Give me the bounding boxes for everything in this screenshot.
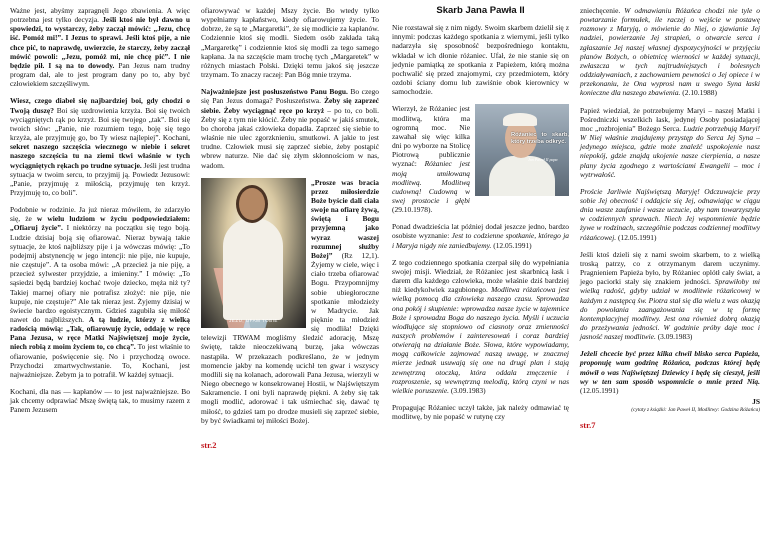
column-1: [10, 6, 190, 423]
text-run: Różaniec jest moją umiłowaną modlitwą. Modlitwą cudowną! Cudowną w swej prostocie i głębi: [392, 159, 470, 205]
text-run: W odmawianiu Różańca chodzi nie tyle o powtarzanie formułek, ile raczej o wejście w postawę rozmowy z Maryją, o mówienie do Niej, o zjawianie Jej nadziei, powierzanie Jej strapień, o otwarcie serca i zgłaszanie Jej naszej własnej dyspozycyjności w przyjęciu planów Bożych, o obietnicę wierności w każdej sytuacji, zwłaszcza w tych najtrudniejszych i bolesnych oddziaływaniach, z zachowaniem pewności o Jej opiece i w przekonaniu, że Ona wyprosi nam u swego Syna łaski konieczne dla naszego zbawienia.: [580, 6, 761, 98]
page-number-left: str.2: [201, 439, 217, 450]
paragraph: [392, 222, 569, 249]
text-run: (Rz 12,1). Żyjemy w ciele, więc i ciało trzeba ofiarować Bogu. Przypomnijmy sobie ubiegłoroczne spotkanie młodzieży w Madrycie. Jak pięknie ta młodzież się modliła! Dzięki telewizji TRWAM mogliśmy śledzić adorację, Mszę świętę, także nieoczekiwaną burzę, jaka wówczas nastąpiła. W przekazach podkreślano, że w jednym momencie jakby na komendę ucichł ten gwar i wszyscy modlili się na kolanach, adorowali Pana Jezusa, wierzyli w Niego obecnego w konsekrowanej Hostii, w Najświętszym Sakramencie. I oni byli naprawdę piękni. A żeby się tak mogli modlić, adorować i tak uśmiechać się, dawać tę miłość, to gdzieś tam po drodze musieli się zaprzeć siebie, by być świadkami tej miłości Bożej.: [201, 250, 379, 425]
paragraph: [580, 349, 760, 395]
page-number-right: str.7: [580, 420, 596, 431]
text-run: Bo czego się Pan Jezus domaga? Posłuszeństwa.: [201, 87, 379, 106]
text-run: Jeśli jest trudna sytuacja w twoim sercu, to przyjmij ją. Powiedz Jezusowi: „Panie, przyjmuję z miłością, przyjmuję ten krzyż. Przyjmuję to, co boli”.: [10, 160, 190, 197]
text-run: (12.05.1991): [491, 240, 532, 250]
text-run: Ważne jest, abyśmy zapragnęli Jego zbawienia. A więc potrzebna jest tylko decyzja.: [10, 6, 190, 25]
text-run: Żeby się zaprzeć siebie. Żeby wyciągnąć ręce po krzyż: [201, 96, 379, 115]
paragraph: [201, 6, 379, 79]
head: [239, 188, 265, 220]
zucchetto: [503, 113, 537, 126]
column-3-wrap: [392, 104, 569, 421]
text-run: Modlitwa różańcowa jest wielką pomocą dla człowieka naszego czasu. Sprowadza ona pokój i skupienie: wprowadza nasze życie w tajemnice Boże i sprowadza Boga do naszego życia. Myśli i uczucia wiodłujące się stopniowo od ciasnoty oraz zmienności naszych problemów i zainteresowań i coraz bardziej otwierają na działanie Boże. Słowa, które wypowiadamy, mogą całkowicie zajmować naszą uwagę, w znacznej mierze jednak usuwają się one na drugi plan i stają zewnętrzną otoczką, która oddala zmęczenie i rozproszenie, są wewnętrzną melodią, którą czyni w nas wielkie poruszenie.: [392, 285, 570, 395]
photo-caption: Różaniec to skarb, który trzeba odkryć.: [511, 132, 569, 145]
text-run: (3.09.1983): [655, 332, 693, 342]
text-run: A tą ludzie, którzy z wielką radością mówią: „Tak, ofiarowuję życie, oddaję w ręce Pana Jezusa, w ręce Matki Najświętszej moje życie, niech robią z moim życiem to, co chcą”.: [10, 315, 190, 352]
text-run: To jest właśnie to ofiarowanie, poświęcenie się. No i przychodzą owoce. Przychodzi zmartwychwstanie. To, Kochani, jest najważniejsze. Żebym ja to potrafił. W każdej sytuacji.: [10, 342, 190, 379]
text-run: (2.10.1988): [680, 88, 717, 98]
text-run: Propagując Różaniec uczył także, jak należy odmawiać tę modlitwę, by nie popaść w rutynę czy: [392, 403, 569, 422]
text-run: Podobnie w rodzinie. Ja już nieraz mówiłem, że zdarzyło się, że: [10, 205, 190, 224]
john-paul-ii-photo: [475, 104, 569, 196]
text-run: Papież wiedział, że potrzebujemy Maryi – naszej Matki i Pośredniczki wszelkich łask, jedynej Osoby posiadającej moc „rozbrojenia” Bożego Serca.: [580, 105, 760, 133]
text-run: Z tego codziennego spotkania czerpał siłę do wypełniania swojej misji. Wiedział, że Różaniec jest skarbnicą łask i darem dla każdego człowieka, może właśnie dziś bardziej niż kiedykolwiek zagubionego.: [392, 257, 569, 295]
photo-signature: Jan Paweł II papa: [528, 157, 558, 163]
text-run: Jeśli ktoś nie był dawno u spowiedzi, to wystarczy, żeby zaczął mówić: „Jezu, chcę iść. Pomóż mi!”. I Jezus to sprawi. Jeśli ktoś pije, a nie chce pić, to naprawdę, uwierzcie, że starczy, żeby zaczął mówić powoli: „Jezu, pomóż mi, nie chcę pić”. I nie będzie pił. I są na to dowody.: [10, 15, 190, 70]
text-run: Kochani, dla nas — kapłanów — to jest najważniejsze. Bo jak chcemy odprawiać Mszę świętą tak, to musimy razem z Panem Jezusem: [10, 387, 190, 415]
text-run: Pan Jezus nam trudny program dał, ale to jest program dany po to, aby być człowiekiem szczęśliwym.: [10, 60, 190, 89]
column-3-top: [392, 23, 569, 96]
text-run: Boi się uzdrowienia krzyża. Boi się twoich wyciągniętych rąk po krzyż. Boi się twojego „tak”. Boi się twoich słów: „Panie, nie rozumiem tego, boję się tego krzyża, ale przyjmuję go, bo Ty wiesz najlepiej”. Kochani,: [10, 105, 190, 143]
column-4-text: [580, 6, 760, 395]
text-run: Wiesz, czego diabeł się najbardziej boi, gdy chodzi o Twoją duszę?: [10, 96, 190, 115]
paragraph: [10, 387, 190, 414]
text-run: zniechęcenie.: [580, 6, 625, 15]
text-run: Proście Jarliwie Najświętszą Maryję! Odczuwajcie przy sobie Jej obecność i oddajcie się Jej, odnawiając w ciągu dnia wasze zaufanie i wasze uczucie, aby nam towarzyszyła w codziennych sprawach. Niech Jej wspomnienie będzie żywe w rodzinach, szczególnie podczas codziennej modlitwy różańcowej.: [580, 186, 760, 242]
column-4: [580, 6, 760, 430]
text-run: (12.05.1991): [580, 385, 619, 395]
paragraph: [580, 6, 760, 98]
text-run: Najważniejsze jest posłuszeństwo Panu Bogu.: [201, 87, 348, 97]
paragraph: [392, 23, 569, 96]
text-run: Jeżeli chcecie być przez kilka chwil blisko serca Papieża, proponuję wam godzinę Różańca, podczas której będę mówił o was Najświętszej Dziewicy i będę się cieszył, jeśli wy w ten sam sposób wspomnicie o mnie przed Nią.: [580, 349, 760, 386]
text-run: Jeśli ktoś dzieli się z nami swoim skarbem, to z wielką troską patrzy, co z otrzymanym darem uczynimy. Pragnieniem Papieża było, by Różaniec oplótł cały świat, a jego paciorki stały się znakiem jedności.: [580, 249, 760, 287]
text-run: w wielu ludziom w życiu podpowiedziałem: „Ofiaruj życie”.: [10, 214, 190, 233]
text-run: Sprawiłoby mi wielką radość, gdyby udział w modlitwie różańcowej w każdym z następcą św. Piotra stał się dla wielu z was okazją do powołania zaangażowania się w tę formę kontemplacyjnej modlitwy. Jest ona również dobrą okazją do przeżywania jedności. W godzinie próby daje moc i jasność naszej modlitwie.: [580, 277, 760, 342]
text-run: sekret naszego szczęścia wiecznego w niebie i sekret naszego szczęścia tu na ziemi tkwi właśnie w tych wyciągniętych rękach po trudne sytuacje.: [10, 142, 190, 170]
text-run: (3.09.1983): [449, 385, 486, 395]
jesus-caption: JEZU, UFAM TOBIE: [229, 317, 278, 323]
paragraph: [580, 250, 760, 342]
paragraph: [10, 6, 190, 88]
text-run: Nie rozstawał się z nim nigdy. Swoim skarbem dzielił się z innymi: podczas każdego spotkania z wiernymi, jeśli tylko nadarzyła się sposobność bezpośredniego kontaktu, wkładał w ich dłonie różaniec. Ufał, że nie stanie się on jedynie pamiątką ze spotkania z Papieżem, którą można pochwalić się przed znajomymi, czy przedmiotem, który ozdobi ściany domu lub zawiśnie obok kierownicy w samochodzie.: [392, 23, 569, 97]
signature-initials: JS: [752, 397, 760, 407]
text-run: (29.10.1978).: [392, 205, 433, 215]
paragraph: [580, 106, 760, 179]
article-title: Skarb Jana Pawła II: [436, 5, 525, 16]
paragraph: [392, 403, 569, 421]
text-run: – po to, co boli. Żeby się z tym nie kłócić. Żeby nie popaść w jakiś smutek, bo choroba jakaś człowieka dopadła. Zaprzeć się siebie to właśnie nie ulec zgorzknieniu, smutkowi. A jakie to jest trudne. Człowiek musi się zaprzeć siebie, żeby postąpić wbrew naturze. Nie dać się złym skłonnościom w nas, wadom.: [201, 105, 379, 170]
column-2-wrap: [201, 178, 379, 433]
text-run: Ponad dwadzieścia lat później dodał jeszcze jedno, bardzo osobiste wyznanie:: [392, 222, 569, 241]
paragraph: [10, 205, 190, 379]
paragraph: [392, 258, 569, 395]
column-2: [201, 6, 379, 450]
paragraph: [10, 96, 190, 197]
source-note: (cytaty z książki: Jan Paweł II, Modlitwy: Godzina Różańca): [631, 407, 760, 414]
text-run: ofiarowywać w każdej Mszy życie. Bo wtedy tylko wypełniamy kapłaństwo, kiedy ofiarowujemy życie. To dobrze, że są te „Margaretki”, że się modlicie za kapłanów. Codziennie ktoś się modli. Siedem osób zakłada taką „Margaretkę” i codziennie ktoś się modli za tego samego kapłana. Ja na szczęście mam trochę tych „Margaretek” w różnych miastach Polski. Dzięki temu jakoś się jeszcze trzymam. To znaczy raczej: Pan Bóg mnie trzyma.: [201, 6, 379, 80]
text-run: „Prosze was bracia przez miłosierdzie Boże byście dali ciała swoje na ofiarę żywą, świętą i Bogu przyjemną jako wyraz waszej rozumnej służby Bożej”: [311, 177, 379, 260]
paragraph: [580, 187, 760, 242]
text-run: Ludzie potrzebują Maryi! W Niej właśnie znajdujemy przystęp do Serca Jej Syna – jedynego miejsca, gdzie może znaleźć uspokojenie nasz niepokój, gdzie znajdą ukojenie nasze cierpienia, a nasze plany życia zgodnego z wartościami Ewangelii – moc i wytrwałość.: [580, 123, 760, 179]
text-run: (12.05.1991): [616, 232, 657, 242]
divine-mercy-image: [201, 178, 306, 328]
paragraph: [201, 87, 379, 169]
text-run: I niektórzy na początku się tego boją. Ludzie dzisiaj boją się ofiarować. Nieraz bywają takie sytuacje, że ktoś najbliższy pije i ja wówczas mówię: „To podejmij abstynencję w jego intencji: nie pije, nie kupuje, nie częstuje”. A ta osoba mówi: „A przecież ja nie piję, a przecież sylwester przyjdzie, a imieniny.” I mówię: „To sąsiedzi będą bardziej kochać twoje dziecko, męża niż ty? Takiej marnej ofiary nie potrafisz złożyć: nie pije, nie kupuje, nie częstuje?” Ale tak nieraz jest. Żyjemy dzisiaj w świecie bardzo egoistycznym. Gdzieś zagubiła się miłość nawet do najbliższych.: [10, 223, 190, 324]
robe: [223, 218, 283, 320]
text-run: Wierzył, że Różaniec jest modlitwą, która ma ogromną moc. Nie zawahał się więc kilka dni po wyborze na Stolicę Piotrową publicznie wyznać:: [392, 104, 470, 169]
text-run: Jest to codzienne spotkanie, którego ja i Maryja nigdy nie zaniedbujemy.: [392, 231, 569, 250]
column-3: [392, 6, 569, 429]
column-2-top: [201, 6, 379, 170]
